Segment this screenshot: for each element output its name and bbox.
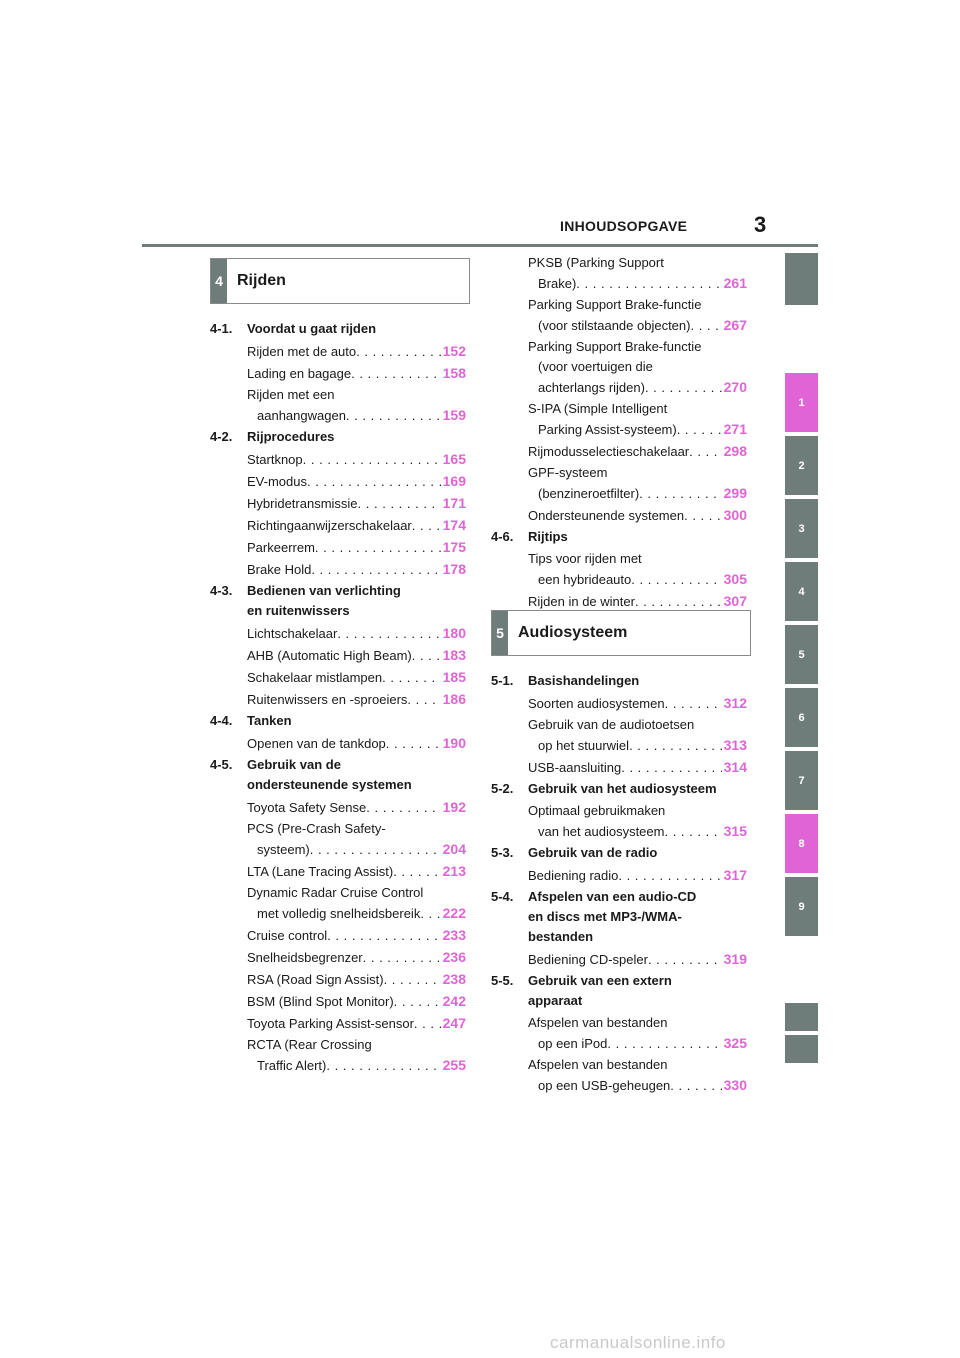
- subsection-code: 5-2.: [491, 781, 514, 796]
- dot-leader: [607, 1034, 721, 1054]
- toc-entry[interactable]: [528, 949, 747, 969]
- page-link[interactable]: 178: [442, 561, 466, 577]
- chapter-tab-9[interactable]: 9: [785, 877, 818, 936]
- entry-label: op een iPod: [538, 1036, 608, 1051]
- page-link[interactable]: 267: [723, 317, 747, 333]
- page-link[interactable]: 213: [442, 863, 466, 879]
- entry-label: Toyota Parking Assist-sensor: [247, 1016, 414, 1031]
- dot-leader: [645, 378, 722, 398]
- dot-leader: [346, 406, 441, 426]
- page-link[interactable]: 185: [442, 669, 466, 685]
- toc-entry[interactable]: [247, 471, 466, 491]
- toc-entry[interactable]: [247, 515, 466, 535]
- page-link[interactable]: 314: [723, 759, 747, 775]
- page-link[interactable]: 174: [442, 517, 466, 533]
- section-4-header: [210, 258, 470, 304]
- dot-leader: [384, 970, 441, 990]
- entry-label: op het stuurwiel: [538, 738, 630, 753]
- subsection-title: Bedienen van verlichting: [247, 583, 401, 598]
- dot-leader: [310, 840, 441, 860]
- dot-leader: [358, 494, 441, 514]
- page-link[interactable]: 319: [723, 951, 747, 967]
- entry-label: (voor voertuigen die: [538, 359, 653, 374]
- entry-label: Snelheidsbegrenzer: [247, 950, 363, 965]
- subsection-title: ondersteunende systemen: [247, 777, 412, 792]
- dot-leader: [311, 560, 440, 580]
- entry-label: Richtingaanwijzerschakelaar: [247, 518, 412, 533]
- entry-label: (benzineroetfilter): [538, 486, 640, 501]
- toc-entry[interactable]: [247, 947, 466, 967]
- page-number: 3: [754, 212, 767, 237]
- chapter-tab[interactable]: [785, 1035, 818, 1063]
- page-link[interactable]: 165: [442, 451, 466, 467]
- chapter-tabs: [785, 0, 818, 1358]
- toc-entry[interactable]: [247, 991, 466, 1011]
- entry-label: een hybrideauto: [538, 572, 632, 587]
- page-link[interactable]: 298: [723, 443, 747, 459]
- entry-label: Parkeerrem: [247, 540, 315, 555]
- entry-label: Rijden in de winter: [528, 594, 635, 609]
- dot-leader: [631, 570, 721, 590]
- page-link[interactable]: 183: [442, 647, 466, 663]
- dot-leader: [351, 364, 441, 384]
- toc-entry[interactable]: [247, 559, 466, 579]
- entry-label: Tips voor rijden met: [528, 551, 642, 566]
- subsection-title: Tanken: [247, 713, 292, 728]
- section-number: 4: [211, 259, 227, 303]
- entry-label: Gebruik van de audiotoetsen: [528, 717, 695, 732]
- subsection-title: Voordat u gaat rijden: [247, 321, 377, 336]
- toc-entry[interactable]: [247, 385, 466, 425]
- dot-leader: [337, 624, 440, 644]
- page-link[interactable]: 238: [442, 971, 466, 987]
- dot-leader: [382, 668, 441, 688]
- dot-leader: [407, 690, 440, 710]
- watermark: carmanualsonline.info: [550, 1333, 726, 1352]
- dot-leader: [326, 1056, 440, 1076]
- chapter-tab[interactable]: [785, 1003, 818, 1031]
- page-link[interactable]: 233: [442, 927, 466, 943]
- toc-entry[interactable]: [247, 623, 466, 643]
- page-link[interactable]: 270: [723, 379, 747, 395]
- page-link[interactable]: 190: [442, 735, 466, 751]
- entry-label: Lichtschakelaar: [247, 626, 338, 641]
- entry-label: Hybridetransmissie: [247, 496, 358, 511]
- subsection-title: apparaat: [528, 993, 583, 1008]
- page-link[interactable]: 180: [442, 625, 466, 641]
- toc-subsection-heading: [210, 319, 466, 339]
- toc-entry[interactable]: [528, 1013, 747, 1053]
- entry-label: Ruitenwissers en -sproeiers: [247, 692, 408, 707]
- chapter-tab-1[interactable]: 1: [785, 373, 818, 432]
- subsection-title: Gebruik van de radio: [528, 845, 658, 860]
- toc-entry[interactable]: [247, 667, 466, 687]
- dot-leader: [670, 1076, 721, 1096]
- entry-label: Rijmodusselectieschakelaar: [528, 444, 690, 459]
- subsection-title: Afspelen van een audio-CD: [528, 889, 697, 904]
- page-link[interactable]: 169: [442, 473, 466, 489]
- entry-label: Rijden met de auto: [247, 344, 357, 359]
- page-link[interactable]: 247: [442, 1015, 466, 1031]
- page-link[interactable]: 317: [723, 867, 747, 883]
- entry-label: Bediening CD-speler: [528, 952, 648, 967]
- dot-leader: [664, 822, 721, 842]
- toc-entry[interactable]: [528, 693, 747, 713]
- page-link[interactable]: 222: [442, 905, 466, 921]
- toc-entry[interactable]: [528, 463, 747, 503]
- entry-label: Schakelaar mistlampen: [247, 670, 383, 685]
- entry-label: Parking Support Brake-functie: [528, 297, 702, 312]
- subsection-code: 5-1.: [491, 673, 514, 688]
- subsection-code: 5-4.: [491, 889, 514, 904]
- entry-label: Traffic Alert): [257, 1058, 327, 1073]
- entry-label: Openen van de tankdop: [247, 736, 386, 751]
- dot-leader: [621, 758, 721, 778]
- section-title: Audiosysteem: [518, 624, 628, 641]
- entry-label: Toyota Safety Sense: [247, 800, 367, 815]
- toc-entry[interactable]: [528, 549, 747, 589]
- chapter-tab-8[interactable]: 8: [785, 814, 818, 873]
- dot-leader: [307, 472, 441, 492]
- entry-label: op een USB-geheugen: [538, 1078, 671, 1093]
- toc-entry[interactable]: [247, 1035, 466, 1075]
- subsection-title: bestanden: [528, 929, 594, 944]
- page-link[interactable]: 175: [442, 539, 466, 555]
- toc-subsection-heading: [491, 843, 747, 863]
- dot-leader: [576, 274, 721, 294]
- entry-label: USB-aansluiting: [528, 760, 622, 775]
- chapter-tab-7[interactable]: 7: [785, 751, 818, 810]
- toc-entry[interactable]: [528, 1055, 747, 1095]
- dot-leader: [394, 992, 441, 1012]
- page-link[interactable]: 307: [723, 593, 747, 609]
- section-number: 5: [492, 611, 508, 655]
- subsection-code: 4-2.: [210, 429, 233, 444]
- entry-label: PCS (Pre-Crash Safety-: [247, 821, 386, 836]
- dot-leader: [690, 316, 721, 336]
- entry-label: Brake): [538, 276, 577, 291]
- toc-entry[interactable]: [528, 399, 747, 439]
- toc-subsection-heading: [491, 779, 747, 799]
- toc-entry[interactable]: [247, 537, 466, 557]
- page-link[interactable]: 300: [723, 507, 747, 523]
- toc-entry[interactable]: [247, 883, 466, 923]
- chapter-tab-3[interactable]: 3: [785, 499, 818, 558]
- entry-label: S-IPA (Simple Intelligent: [528, 401, 668, 416]
- entry-label: Afspelen van bestanden: [528, 1057, 668, 1072]
- dot-leader: [356, 342, 441, 362]
- entry-label: BSM (Blind Spot Monitor): [247, 994, 394, 1009]
- toc-entry[interactable]: [247, 449, 466, 469]
- toc-entry[interactable]: [528, 295, 747, 335]
- dot-leader: [629, 736, 722, 756]
- section-title: Rijden: [237, 272, 286, 289]
- entry-label: (voor stilstaande objecten): [538, 318, 691, 333]
- page-link[interactable]: 204: [442, 841, 466, 857]
- dot-leader: [414, 1014, 441, 1034]
- page-link[interactable]: 315: [723, 823, 747, 839]
- toc-subsection-heading: [210, 427, 466, 447]
- entry-label: RCTA (Rear Crossing: [247, 1037, 372, 1052]
- dot-leader: [689, 442, 722, 462]
- entry-label: van het audiosysteem: [538, 824, 665, 839]
- entry-label: Lading en bagage: [247, 366, 352, 381]
- toc-entry[interactable]: [528, 865, 747, 885]
- dot-leader: [303, 450, 441, 470]
- entry-label: Rijden met een: [247, 387, 335, 402]
- dot-leader: [635, 592, 722, 612]
- entry-label: Parking Support Brake-functie: [528, 339, 702, 354]
- entry-label: EV-modus: [247, 474, 307, 489]
- toc-entry[interactable]: [247, 341, 466, 361]
- page-link[interactable]: 158: [442, 365, 466, 381]
- toc-entry[interactable]: [247, 645, 466, 665]
- toc-subsection-heading: [210, 755, 466, 795]
- dot-leader: [393, 862, 440, 882]
- toc-entry[interactable]: [247, 733, 466, 753]
- toc-entry[interactable]: [528, 801, 747, 841]
- toc-entry[interactable]: [247, 925, 466, 945]
- dot-leader: [665, 694, 722, 714]
- dot-leader: [412, 516, 441, 536]
- chapter-tab-4[interactable]: 4: [785, 562, 818, 621]
- toc-entry[interactable]: [528, 253, 747, 293]
- toc-entry[interactable]: [247, 861, 466, 881]
- subsection-title: Gebruik van de: [247, 757, 341, 772]
- toc-entry[interactable]: [528, 505, 747, 525]
- page-link[interactable]: 325: [723, 1035, 747, 1051]
- subsection-title: en discs met MP3-/WMA-: [528, 909, 682, 924]
- header-title: INHOUDSOPGAVE: [560, 218, 688, 234]
- subsection-title: Rijtips: [528, 529, 568, 544]
- entry-label: RSA (Road Sign Assist): [247, 972, 384, 987]
- chapter-tab-6[interactable]: 6: [785, 688, 818, 747]
- page-link[interactable]: 312: [723, 695, 747, 711]
- toc-entry[interactable]: [247, 819, 466, 859]
- page-link[interactable]: 159: [442, 407, 466, 423]
- chapter-tab-5[interactable]: 5: [785, 625, 818, 684]
- page-link[interactable]: 186: [442, 691, 466, 707]
- subsection-title: Basishandelingen: [528, 673, 640, 688]
- entry-label: met volledig snelheidsbereik: [257, 906, 421, 921]
- entry-label: Cruise control: [247, 928, 328, 943]
- subsection-code: 4-1.: [210, 321, 233, 336]
- toc-subsection-heading: [491, 671, 747, 691]
- entry-label: AHB (Automatic High Beam): [247, 648, 412, 663]
- toc-subsection-heading: [210, 711, 466, 731]
- dot-leader: [363, 948, 441, 968]
- dot-leader: [618, 866, 721, 886]
- subsection-title: Rijprocedures: [247, 429, 335, 444]
- toc-subsection-heading: [210, 581, 466, 621]
- subsection-code: 5-3.: [491, 845, 514, 860]
- dot-leader: [327, 926, 440, 946]
- page-link[interactable]: 236: [442, 949, 466, 965]
- dot-leader: [386, 734, 441, 754]
- subsection-title: en ruitenwissers: [247, 603, 350, 618]
- dot-leader: [315, 538, 441, 558]
- toc-entry[interactable]: [528, 591, 747, 611]
- toc-entry[interactable]: [247, 1013, 466, 1033]
- toc-entry[interactable]: [528, 757, 747, 777]
- entry-label: aanhangwagen: [257, 408, 346, 423]
- entry-label: Soorten audiosystemen: [528, 696, 665, 711]
- page-link[interactable]: 271: [723, 421, 747, 437]
- entry-label: systeem): [257, 842, 310, 857]
- chapter-tab-2[interactable]: 2: [785, 436, 818, 495]
- page-link[interactable]: 261: [723, 275, 747, 291]
- entry-label: Afspelen van bestanden: [528, 1015, 668, 1030]
- entry-label: LTA (Lane Tracing Assist): [247, 864, 394, 879]
- toc-entry[interactable]: [528, 337, 747, 397]
- page-link[interactable]: 192: [442, 799, 466, 815]
- toc-subsection-heading: [491, 527, 747, 547]
- dot-leader: [648, 950, 722, 970]
- dot-leader: [420, 904, 440, 924]
- subsection-code: 5-5.: [491, 973, 514, 988]
- page-link[interactable]: 330: [723, 1077, 747, 1093]
- subsection-code: 4-5.: [210, 757, 233, 772]
- toc-entry[interactable]: [247, 797, 466, 817]
- entry-label: Optimaal gebruikmaken: [528, 803, 666, 818]
- subsection-code: 4-4.: [210, 713, 233, 728]
- page-link[interactable]: 313: [723, 737, 747, 753]
- toc-entry[interactable]: [528, 715, 747, 755]
- toc-entry[interactable]: [247, 363, 466, 383]
- dot-leader: [412, 646, 441, 666]
- dot-leader: [684, 506, 722, 526]
- entry-label: Startknop: [247, 452, 303, 467]
- toc-subsection-heading: [491, 971, 747, 1011]
- dot-leader: [677, 420, 722, 440]
- dot-leader: [639, 484, 721, 504]
- page-link[interactable]: 299: [723, 485, 747, 501]
- toc-entry[interactable]: [528, 441, 747, 461]
- entry-label: achterlangs rijden): [538, 380, 645, 395]
- page-link[interactable]: 305: [723, 571, 747, 587]
- entry-label: PKSB (Parking Support: [528, 255, 664, 270]
- toc-subsection-heading: [491, 887, 747, 947]
- header-rule: [142, 244, 818, 247]
- toc-entry[interactable]: [247, 969, 466, 989]
- entry-label: Parking Assist-systeem): [538, 422, 677, 437]
- page-link[interactable]: 152: [442, 343, 466, 359]
- subsection-code: 4-3.: [210, 583, 233, 598]
- entry-label: Brake Hold: [247, 562, 312, 577]
- toc-entry[interactable]: [247, 493, 466, 513]
- toc-entry[interactable]: [247, 689, 466, 709]
- page-link[interactable]: 255: [442, 1057, 466, 1073]
- page-link[interactable]: 171: [442, 495, 466, 511]
- entry-label: Bediening radio: [528, 868, 619, 883]
- subsection-code: 4-6.: [491, 529, 514, 544]
- subsection-title: Gebruik van een extern: [528, 973, 672, 988]
- section-5-header: [491, 610, 751, 656]
- subsection-title: Gebruik van het audiosysteem: [528, 781, 717, 796]
- entry-label: GPF-systeem: [528, 465, 608, 480]
- entry-label: Ondersteunende systemen: [528, 508, 685, 523]
- entry-label: Dynamic Radar Cruise Control: [247, 885, 424, 900]
- chapter-tab[interactable]: [785, 253, 818, 305]
- page-link[interactable]: 242: [442, 993, 466, 1009]
- dot-leader: [366, 798, 440, 818]
